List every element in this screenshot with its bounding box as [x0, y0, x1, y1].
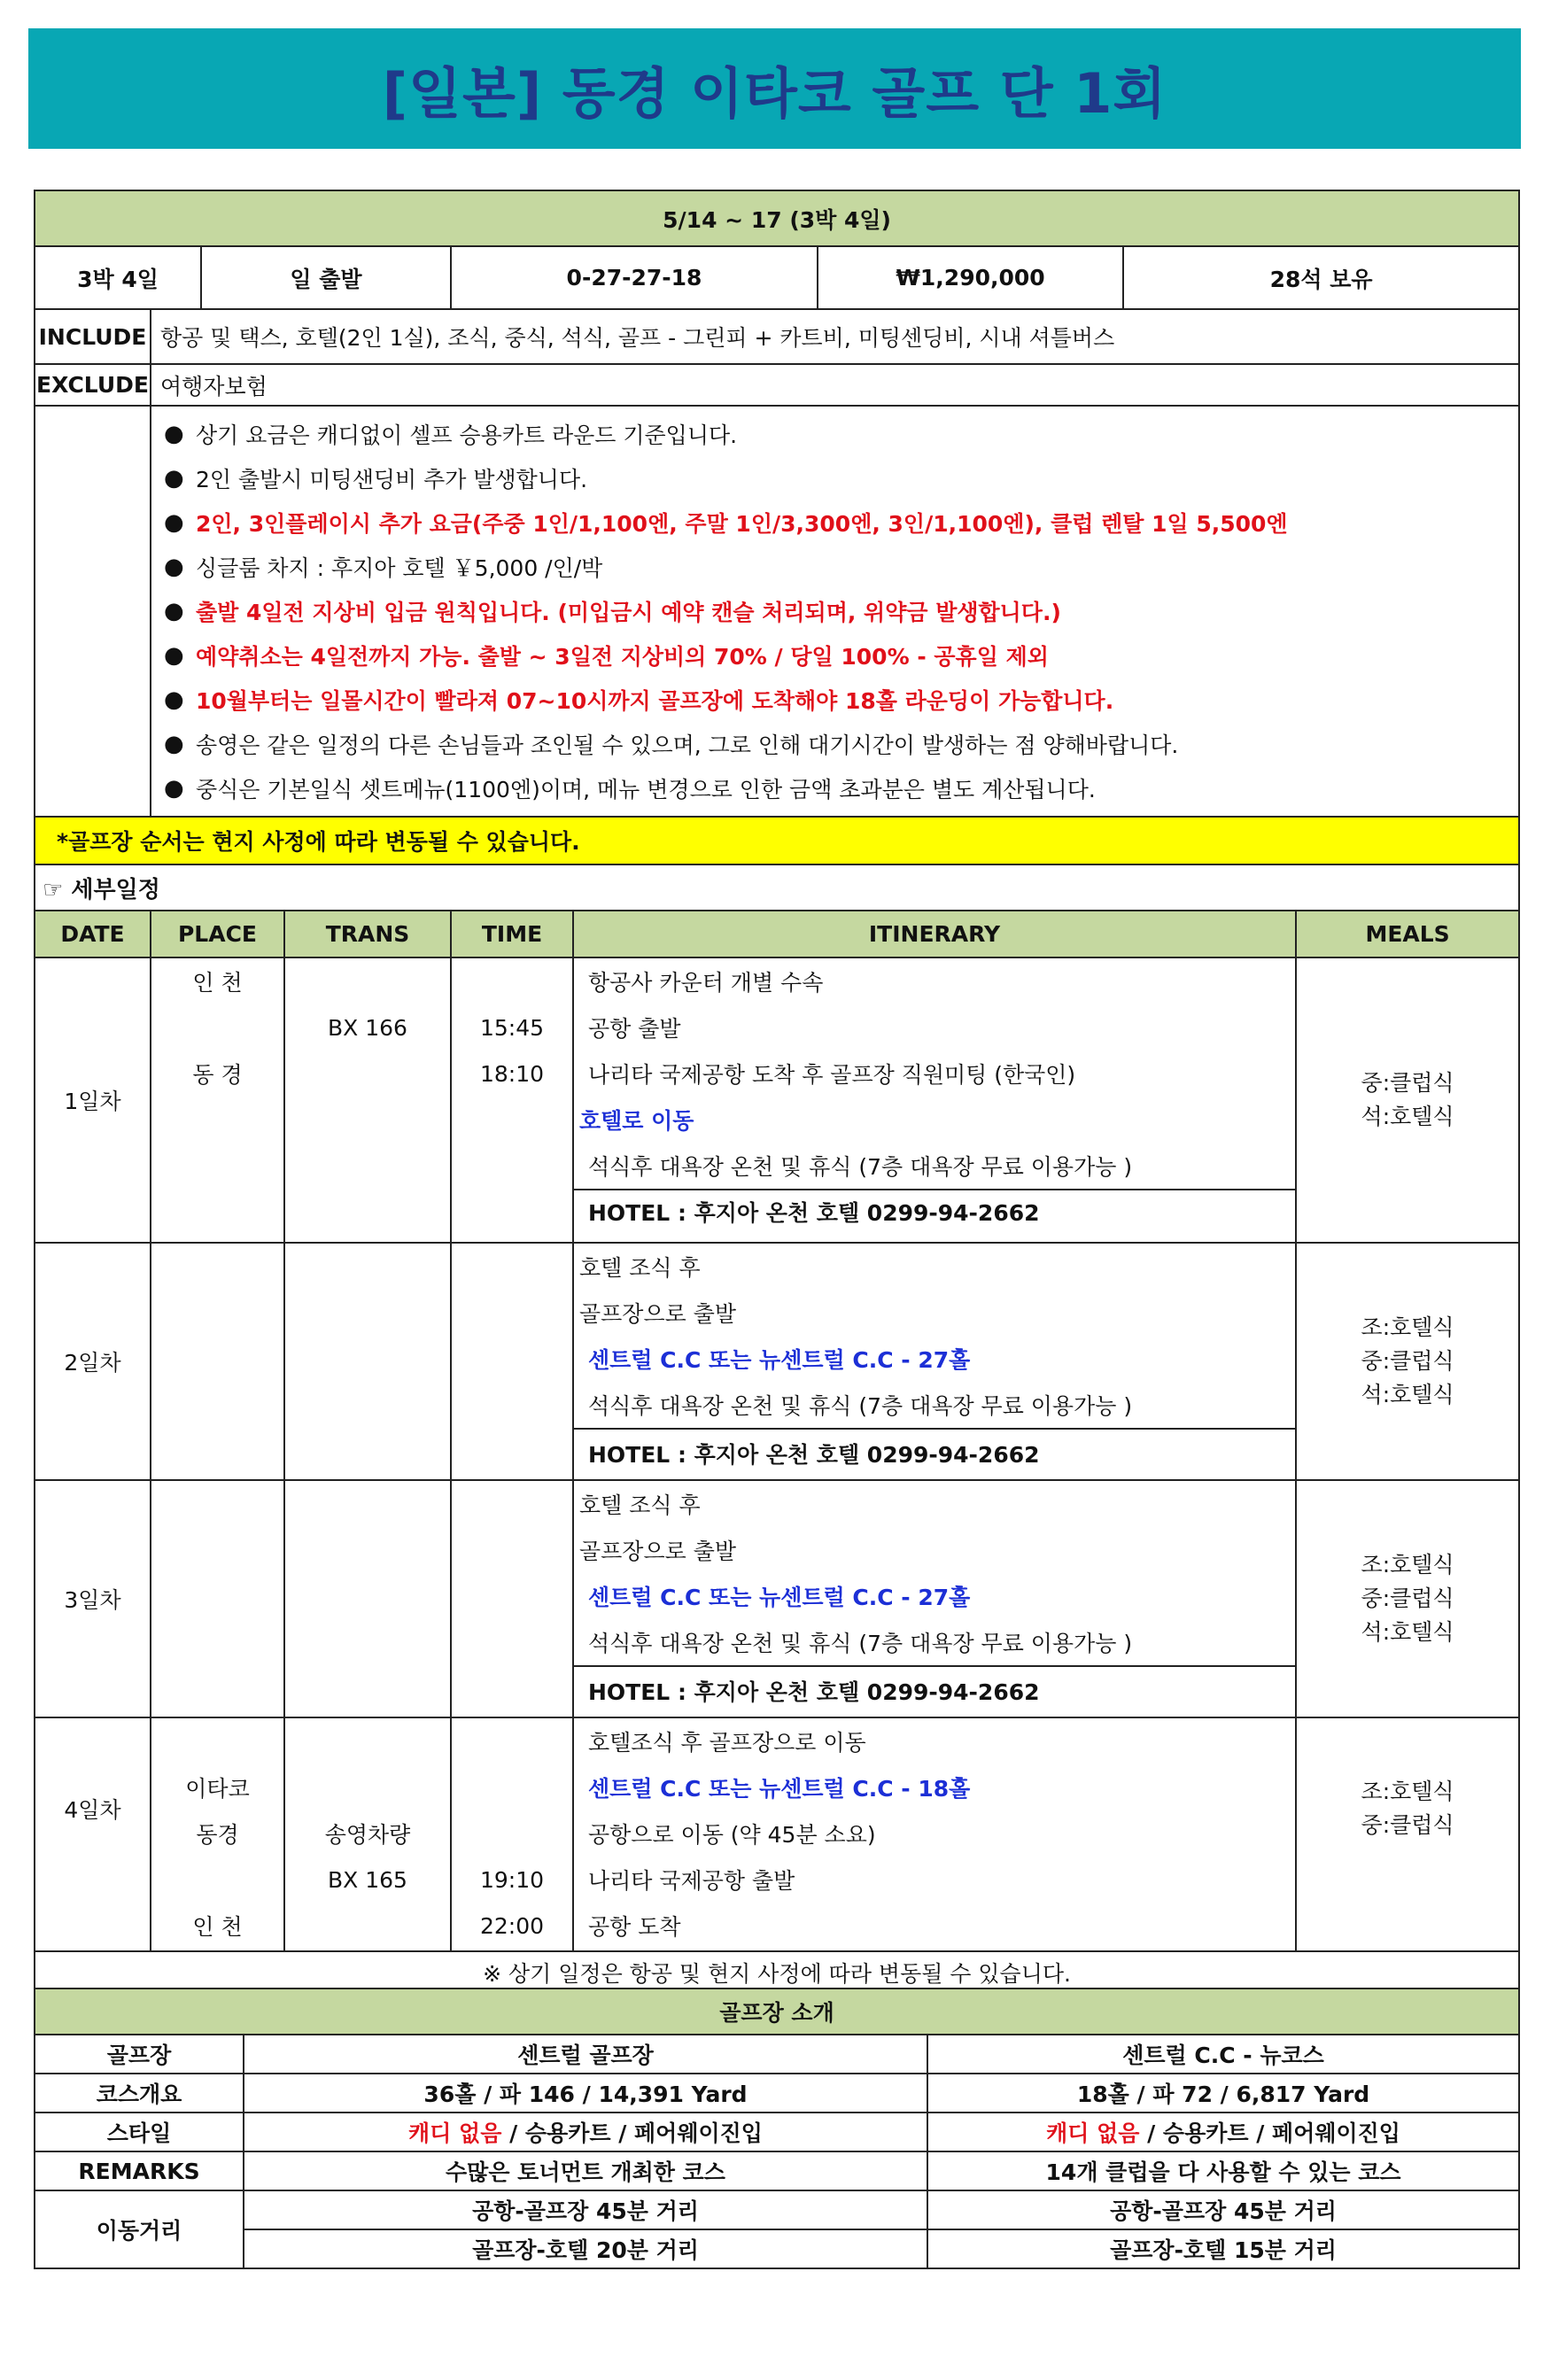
note-item: [164, 412, 1518, 456]
day-label: 2일차: [35, 1243, 151, 1480]
meals-cell: [1296, 1243, 1519, 1480]
departure-cell: 일 출발: [201, 246, 451, 309]
place-line: 이타코: [185, 1776, 250, 1802]
meal-line: 중:클럽식: [1361, 1812, 1454, 1838]
hotel-line: HOTEL : 후지아 온천 호텔 0299-94-2662: [574, 1665, 1295, 1715]
time-line: [452, 1718, 572, 1764]
itinerary-line: 공항으로 이동 (약 45분 소요): [588, 1822, 876, 1848]
itinerary-line: 골프장으로 출발: [579, 1301, 736, 1327]
note-item: [164, 500, 1518, 545]
itinerary-line: 호텔 조식 후: [579, 1492, 701, 1518]
header-meals: MEALS: [1296, 911, 1519, 957]
header-place: PLACE: [151, 911, 284, 957]
meal-line: 조:호텔식: [1361, 1314, 1454, 1340]
note-text: 중식은 기본일식 셋트메뉴(1100엔)이며, 메뉴 변경으로 인한 금액 초과분은 별도 계산됩니다.: [196, 777, 1096, 802]
trans-line: [285, 1050, 450, 1097]
style-rest-text: / 승용카트 / 페어웨이진입: [1139, 2120, 1400, 2146]
meal-line: 중:클럽식: [1361, 1070, 1454, 1096]
note-item: [164, 589, 1518, 633]
golf-info-title: 골프장 소개: [35, 1989, 1519, 2035]
trans-cell: [284, 957, 451, 1243]
trans-cell: [284, 1480, 451, 1717]
note-item: [164, 633, 1518, 678]
note-text: 출발 4일전 지상비 입금 원칙입니다. (미입금시 예약 캔슬 처리되며, 위약금 발생합니다.): [196, 600, 1061, 625]
course2-name: 센트럴 C.C - 뉴코스: [927, 2035, 1519, 2074]
trans-line: BX 165: [328, 1866, 407, 1893]
schedule-footnote: ※ 상기 일정은 항공 및 현지 사정에 따라 변동될 수 있습니다.: [35, 1951, 1519, 1994]
bullet-icon: ●: [164, 598, 184, 624]
time-cell: [451, 1243, 573, 1480]
label-course: 골프장: [35, 2035, 244, 2074]
yellow-notice: *골프장 순서는 현지 사정에 따라 변동될 수 있습니다.: [35, 817, 1519, 864]
bullet-icon: ●: [164, 775, 184, 802]
day-label: 1일차: [35, 957, 151, 1243]
label-style: 스타일: [35, 2113, 244, 2151]
itinerary-line: 석식후 대욕장 온천 및 휴식 (7층 대욕장 무료 이용가능 ): [588, 1154, 1133, 1180]
course2-distance-airport: 공항-골프장 45분 거리: [927, 2190, 1519, 2229]
itinerary-cell: [573, 1480, 1296, 1717]
itinerary-line: 석식후 대욕장 온천 및 휴식 (7층 대욕장 무료 이용가능 ): [588, 1393, 1133, 1419]
course2-overview: 18홀 / 파 72 / 6,817 Yard: [927, 2074, 1519, 2113]
course2-style: [927, 2113, 1519, 2151]
course1-style: [244, 2113, 927, 2151]
place-cell: [151, 957, 284, 1243]
itinerary-line: 호텔조식 후 골프장으로 이동: [588, 1730, 866, 1756]
place-line: 동경: [196, 1822, 239, 1848]
header-time: TIME: [451, 911, 573, 957]
meal-line: 조:호텔식: [1361, 1779, 1454, 1804]
day-row: [35, 1480, 1519, 1717]
note-item: [164, 545, 1518, 589]
exclude-text: 여행자보험: [151, 364, 1519, 406]
course2-distance-hotel: 골프장-호텔 15분 거리: [927, 2229, 1519, 2268]
day-row: [35, 957, 1519, 1243]
place-line: [151, 1004, 283, 1050]
tour-table: [34, 190, 1520, 1995]
meal-line: 석:호텔식: [1361, 1382, 1454, 1407]
bullet-icon: ●: [164, 465, 184, 492]
trans-cell: [284, 1243, 451, 1480]
trans-line: [285, 958, 450, 1004]
meal-line: 석:호텔식: [1361, 1104, 1454, 1129]
seats-cell: 28석 보유: [1123, 246, 1519, 309]
notes-list: [151, 406, 1519, 817]
day-row: [35, 1243, 1519, 1480]
note-item: [164, 722, 1518, 766]
trans-line: BX 166: [328, 1014, 407, 1041]
schedule-title: ☞ 세부일정: [35, 864, 1519, 911]
nights-cell: 3박 4일: [35, 246, 201, 309]
itinerary-cell: [573, 957, 1296, 1243]
time-line: [452, 958, 572, 1004]
note-text: 상기 요금은 캐디없이 셀프 승용카트 라운드 기준입니다.: [196, 423, 738, 448]
itinerary-line: 호텔로 이동: [579, 1108, 694, 1134]
golf-info-table: [34, 1988, 1520, 2269]
day-row: [35, 1717, 1519, 1951]
itinerary-cell: [573, 1243, 1296, 1480]
note-text: 2인, 3인플레이시 추가 요금(주중 1인/1,100엔, 주말 1인/3,300엔, 3인/1,100엔), 클럽 렌탈 1일 5,500엔: [196, 511, 1288, 537]
time-line: 18:10: [479, 1060, 545, 1087]
header-date: DATE: [35, 911, 151, 957]
itinerary-line: 센트럴 C.C 또는 뉴센트럴 C.C - 27홀: [588, 1585, 971, 1610]
note-item: [164, 456, 1518, 500]
course1-overview: 36홀 / 파 146 / 14,391 Yard: [244, 2074, 927, 2113]
note-text: 싱글룸 차지 : 후지아 호텔 ￥5,000 /인/박: [196, 555, 603, 581]
note-item: [164, 766, 1518, 810]
bullet-icon: ●: [164, 686, 184, 713]
time-cell: [451, 957, 573, 1243]
meal-line: 중:클럽식: [1361, 1585, 1454, 1611]
time-line: [452, 1764, 572, 1810]
itinerary-cell: [573, 1717, 1296, 1951]
trans-line: [285, 1718, 450, 1764]
place-line: 인 천: [192, 970, 243, 996]
meal-line: 조:호텔식: [1361, 1552, 1454, 1578]
itinerary-line: 항공사 카운터 개별 수속: [588, 970, 824, 996]
meals-cell: [1296, 1480, 1519, 1717]
itinerary-line: 나리타 국제공항 출발: [588, 1868, 795, 1894]
trans-line: [285, 1764, 450, 1810]
itinerary-line: 센트럴 C.C 또는 뉴센트럴 C.C - 18홀: [588, 1776, 971, 1802]
place-line: [151, 1857, 283, 1903]
label-distance: 이동거리: [35, 2190, 244, 2268]
label-remarks: REMARKS: [35, 2151, 244, 2190]
bullet-icon: ●: [164, 642, 184, 669]
time-line: 15:45: [479, 1014, 545, 1041]
time-line: 22:00: [479, 1912, 545, 1939]
include-label: INCLUDE: [35, 309, 151, 364]
meals-cell: [1296, 1717, 1519, 1951]
hotel-line: HOTEL : 후지아 온천 호텔 0299-94-2662: [574, 1189, 1295, 1233]
period-header: 5/14 ~ 17 (3박 4일): [35, 190, 1519, 246]
bullet-icon: ●: [164, 731, 184, 757]
style-rest-text: / 승용카트 / 페어웨이진입: [501, 2120, 763, 2146]
note-item: [164, 678, 1518, 722]
course1-remarks: 수많은 토너먼트 개최한 코스: [244, 2151, 927, 2190]
course1-distance-hotel: 골프장-호텔 20분 거리: [244, 2229, 927, 2268]
course2-remarks: 14개 클럽을 다 사용할 수 있는 코스: [927, 2151, 1519, 2190]
place-cell: [151, 1480, 284, 1717]
trans-line: [285, 1903, 450, 1949]
include-text: 항공 및 택스, 호텔(2인 1실), 조식, 중식, 석식, 골프 - 그린피 + 카트비, 미팅센딩비, 시내 셔틀버스: [151, 309, 1519, 364]
note-text: 10월부터는 일몰시간이 빨라져 07~10시까지 골프장에 도착해야 18홀 라운딩이 가능합니다.: [196, 688, 1114, 714]
time-line: 19:10: [479, 1866, 545, 1893]
itinerary-line: 센트럴 C.C 또는 뉴센트럴 C.C - 27홀: [588, 1347, 971, 1373]
trans-line: 송영차량: [324, 1822, 411, 1848]
hotel-line: HOTEL : 후지아 온천 호텔 0299-94-2662: [574, 1428, 1295, 1477]
time-cell: [451, 1717, 573, 1951]
note-text: 2인 출발시 미팅샌딩비 추가 발생합니다.: [196, 467, 588, 492]
price-cell: ₩1,290,000: [818, 246, 1123, 309]
place-cell: [151, 1243, 284, 1480]
place-line: [151, 1718, 283, 1764]
place-line: 인 천: [192, 1914, 243, 1940]
header-itinerary: ITINERARY: [573, 911, 1296, 957]
label-overview: 코스개요: [35, 2074, 244, 2113]
meal-line: 석:호텔식: [1361, 1619, 1454, 1645]
no-caddie-text: 캐디 없음: [1046, 2120, 1140, 2146]
bullet-icon: ●: [164, 554, 184, 580]
time-line: [452, 1810, 572, 1857]
itinerary-line: 호텔 조식 후: [579, 1255, 701, 1281]
bullet-icon: ●: [164, 421, 184, 447]
itinerary-line: 공항 출발: [588, 1016, 681, 1042]
code-cell: 0-27-27-18: [451, 246, 818, 309]
exclude-label: EXCLUDE: [35, 364, 151, 406]
time-cell: [451, 1480, 573, 1717]
notes-label-cell: [35, 406, 151, 817]
itinerary-line: 골프장으로 출발: [579, 1539, 736, 1564]
trans-cell: [284, 1717, 451, 1951]
place-line: 동 경: [192, 1062, 243, 1088]
bullet-icon: ●: [164, 509, 184, 536]
place-cell: [151, 1717, 284, 1951]
itinerary-line: 석식후 대욕장 온천 및 휴식 (7층 대욕장 무료 이용가능 ): [588, 1631, 1133, 1656]
note-text: 예약취소는 4일전까지 가능. 출발 ~ 3일전 지상비의 70% / 당일 100% - 공휴일 제외: [196, 644, 1049, 670]
day-label: 3일차: [35, 1480, 151, 1717]
day-label: 4일차: [35, 1717, 151, 1951]
meal-line: 중:클럽식: [1361, 1348, 1454, 1374]
header-trans: TRANS: [284, 911, 451, 957]
meals-cell: [1296, 957, 1519, 1243]
course1-distance-airport: 공항-골프장 45분 거리: [244, 2190, 927, 2229]
page-title: [일본] 동경 이타코 골프 단 1회: [382, 60, 1167, 126]
itinerary-line: 공항 도착: [588, 1914, 681, 1940]
itinerary-line: 나리타 국제공항 도착 후 골프장 직원미팅 (한국인): [588, 1062, 1076, 1088]
no-caddie-text: 캐디 없음: [408, 2120, 502, 2146]
note-text: 송영은 같은 일정의 다른 손님들과 조인될 수 있으며, 그로 인해 대기시간이 발생하는 점 양해바랍니다.: [196, 733, 1179, 758]
title-banner: [28, 28, 1521, 149]
course1-name: 센트럴 골프장: [244, 2035, 927, 2074]
